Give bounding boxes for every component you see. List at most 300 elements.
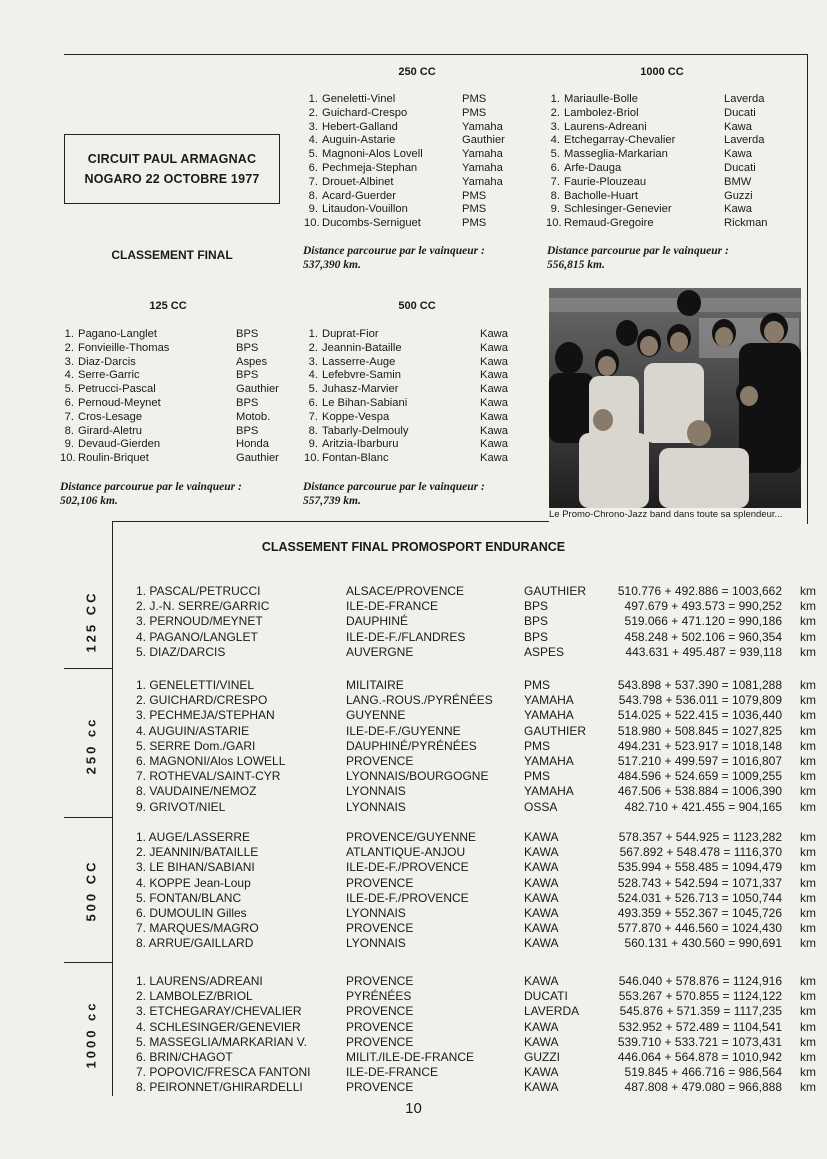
region: PROVENCE bbox=[346, 875, 414, 890]
result-row bbox=[60, 438, 288, 452]
rider-pair: Lasserre-Auge bbox=[322, 355, 396, 368]
unit: km bbox=[800, 860, 816, 875]
distance-calc: 446.064 + 564.878 = 1010,942 bbox=[617, 1049, 782, 1064]
distance-500cc bbox=[303, 481, 485, 508]
distance-value: 502,106 km. bbox=[60, 494, 118, 507]
result-row bbox=[304, 190, 514, 204]
endurance-title: CLASSEMENT FINAL PROMOSPORT ENDURANCE bbox=[261, 540, 566, 554]
rider: 1. GENELETTI/VINEL bbox=[136, 678, 255, 692]
rider-pair: Magnoni-Alos Lovell bbox=[322, 148, 423, 161]
distance-calc: 543.898 + 537.390 = 1081,288 bbox=[617, 678, 782, 692]
rider: 2. LAMBOLEZ/BRIOL bbox=[136, 989, 253, 1004]
region: ILE-DE-F./PROVENCE bbox=[346, 890, 469, 905]
make: GAUTHIER bbox=[524, 584, 587, 598]
unit: km bbox=[800, 1049, 816, 1064]
rider-pair: Pechmeja-Stephan bbox=[322, 161, 418, 174]
rider: 5. FONTAN/BLANC bbox=[136, 890, 242, 905]
endurance-section-rows bbox=[136, 584, 816, 660]
rank: 1. bbox=[64, 328, 74, 340]
results-125cc bbox=[60, 328, 288, 466]
rank: 8. bbox=[64, 424, 74, 437]
band-photo-image bbox=[549, 288, 801, 508]
table-row bbox=[136, 584, 816, 599]
rank: 7. bbox=[308, 410, 318, 423]
region: MILITAIRE bbox=[346, 678, 404, 692]
make: PMS bbox=[462, 203, 487, 216]
make: DUCATI bbox=[524, 989, 568, 1004]
result-row bbox=[304, 397, 514, 411]
distance-calc: 487.808 + 479.080 = 966,888 bbox=[624, 1080, 782, 1095]
make: Kawa bbox=[480, 341, 508, 354]
make: Yamaha bbox=[462, 175, 503, 188]
distance-calc: 553.267 + 570.855 = 1124,122 bbox=[618, 989, 782, 1004]
distance-calc: 443.631 + 495.487 = 939,118 bbox=[625, 644, 782, 659]
make: Kawa bbox=[480, 410, 508, 423]
rider-pair: Auguin-Astarie bbox=[322, 134, 396, 147]
top-rule bbox=[64, 54, 808, 55]
make: Kawa bbox=[480, 424, 508, 437]
make: PMS bbox=[462, 189, 487, 202]
distance-calc: 567.892 + 548.478 = 1116,370 bbox=[619, 845, 782, 860]
distance-calc: 528.743 + 542.594 = 1071,337 bbox=[617, 875, 782, 890]
unit: km bbox=[800, 753, 816, 768]
result-row bbox=[304, 328, 514, 342]
distance-calc: 518.980 + 508.845 = 1027,825 bbox=[617, 723, 782, 738]
section-divider-vertical bbox=[112, 521, 113, 1096]
make: GAUTHIER bbox=[524, 723, 587, 738]
rider-pair: Pernoud-Meynet bbox=[78, 396, 161, 409]
table-row bbox=[136, 614, 816, 629]
rank: 4. bbox=[64, 369, 74, 382]
result-row bbox=[546, 203, 776, 217]
make: KAWA bbox=[524, 921, 559, 936]
rank: 2. bbox=[308, 106, 318, 119]
table-row bbox=[136, 1035, 816, 1050]
rank: 8. bbox=[308, 424, 318, 437]
table-row bbox=[136, 800, 816, 815]
make: Gauthier bbox=[236, 383, 279, 396]
region: PROVENCE bbox=[346, 1080, 414, 1095]
make: Guzzi bbox=[724, 189, 753, 202]
unit: km bbox=[800, 845, 816, 860]
table-row bbox=[136, 754, 816, 769]
make: PMS bbox=[462, 106, 487, 119]
region: PROVENCE bbox=[346, 1034, 414, 1049]
region: ILE-DE-FRANCE bbox=[346, 1065, 439, 1080]
result-row bbox=[304, 217, 514, 231]
section-label: 125 CC bbox=[83, 590, 99, 653]
distance-calc: 517.210 + 499.597 = 1016,807 bbox=[617, 753, 782, 768]
make: BPS bbox=[236, 341, 259, 354]
make: KAWA bbox=[524, 936, 559, 951]
distance-calc: 482.710 + 421.455 = 904,165 bbox=[624, 799, 782, 814]
make: KAWA bbox=[524, 875, 559, 890]
make: LAVERDA bbox=[524, 1004, 580, 1019]
rider-pair: Aritzia-Ibarburu bbox=[322, 438, 399, 451]
region: DAUPHINÉ/PYRÉNÉES bbox=[346, 738, 477, 753]
make: YAMAHA bbox=[524, 693, 574, 708]
rider: 4. KOPPE Jean-Loup bbox=[136, 875, 251, 890]
rank: 5. bbox=[550, 148, 560, 161]
distance-calc: 539.710 + 533.721 = 1073,431 bbox=[617, 1034, 782, 1049]
distance-value: 557,739 km. bbox=[303, 494, 361, 507]
table-row bbox=[136, 974, 816, 989]
rank: 6. bbox=[308, 161, 318, 174]
make: Kawa bbox=[480, 452, 508, 465]
table-row bbox=[136, 724, 816, 739]
make: Yamaha bbox=[462, 148, 503, 161]
table-row bbox=[136, 678, 816, 693]
unit: km bbox=[800, 723, 816, 738]
rider-pair: Lefebvre-Samin bbox=[322, 369, 401, 382]
right-edge-rule bbox=[807, 54, 808, 524]
region: DAUPHINÉ bbox=[346, 614, 409, 629]
make: OSSA bbox=[524, 799, 558, 814]
rider-pair: Arfe-Dauga bbox=[564, 161, 622, 174]
result-row bbox=[304, 411, 514, 425]
rider: 6. DUMOULIN Gilles bbox=[136, 905, 247, 920]
unit: km bbox=[800, 905, 816, 920]
rider-pair: Acard-Guerder bbox=[322, 189, 396, 202]
section-separator bbox=[64, 962, 113, 963]
make: BPS bbox=[236, 424, 259, 437]
make: Motob. bbox=[236, 410, 271, 423]
make: BMW bbox=[724, 175, 752, 188]
table-row bbox=[136, 708, 816, 723]
rider-pair: Diaz-Darcis bbox=[78, 355, 136, 368]
rank: 9. bbox=[308, 203, 318, 216]
result-row bbox=[304, 121, 514, 135]
table-row bbox=[136, 936, 816, 951]
table-row bbox=[136, 845, 816, 860]
rider-pair: Duprat-Fior bbox=[322, 328, 379, 340]
rider-pair: Geneletti-Vinel bbox=[322, 93, 396, 105]
rider: 5. MASSEGLIA/MARKARIAN V. bbox=[136, 1034, 307, 1049]
endurance-section-rows bbox=[136, 678, 816, 815]
table-row bbox=[136, 1004, 816, 1019]
unit: km bbox=[800, 936, 816, 951]
result-row bbox=[304, 356, 514, 370]
result-row bbox=[546, 134, 776, 148]
result-row bbox=[546, 121, 776, 135]
region: ALSACE/PROVENCE bbox=[346, 584, 465, 598]
rider: 3. PERNOUD/MEYNET bbox=[136, 614, 263, 629]
make: KAWA bbox=[524, 845, 559, 860]
rider: 7. ROTHEVAL/SAINT-CYR bbox=[136, 769, 281, 784]
rider-pair: Fonvieille-Thomas bbox=[78, 341, 170, 354]
make: KAWA bbox=[524, 830, 559, 844]
rider-pair: Faurie-Plouzeau bbox=[564, 175, 647, 188]
make: Yamaha bbox=[462, 161, 503, 174]
unit: km bbox=[800, 769, 816, 784]
table-row bbox=[136, 876, 816, 891]
rank: 6. bbox=[550, 161, 560, 174]
distance-calc: 494.231 + 523.917 = 1018,148 bbox=[617, 738, 782, 753]
region: PROVENCE bbox=[346, 921, 414, 936]
table-row bbox=[136, 1065, 816, 1080]
result-row bbox=[304, 438, 514, 452]
distance-label: Distance parcourue par le vainqueur : bbox=[60, 481, 242, 493]
distance-calc: 535.994 + 558.485 = 1094,479 bbox=[617, 860, 782, 875]
result-row bbox=[304, 93, 514, 107]
region: PROVENCE bbox=[346, 753, 414, 768]
circuit-title-box bbox=[64, 134, 280, 204]
caption-rule bbox=[112, 521, 549, 522]
rider-pair: Remaud-Gregoire bbox=[564, 217, 654, 230]
rank: 6. bbox=[64, 396, 74, 409]
make: Laverda bbox=[724, 134, 765, 147]
region: LANG.-ROUS./PYRÉNÉES bbox=[346, 693, 493, 708]
rider-pair: Lambolez-Briol bbox=[564, 106, 639, 119]
rank: 3. bbox=[64, 355, 74, 368]
make: KAWA bbox=[524, 890, 559, 905]
make: Kawa bbox=[480, 438, 508, 451]
results-500cc bbox=[304, 328, 514, 466]
rider: 2. J.-N. SERRE/GARRIC bbox=[136, 599, 270, 614]
distance-calc: 532.952 + 572.489 = 1104,541 bbox=[618, 1019, 782, 1034]
result-row bbox=[60, 356, 288, 370]
region: ILE-DE-F./PROVENCE bbox=[346, 860, 469, 875]
distance-calc: 514.025 + 522.415 = 1036,440 bbox=[617, 708, 782, 723]
rank: 5. bbox=[308, 383, 318, 396]
result-row bbox=[60, 452, 288, 466]
rider-pair: Tabarly-Delmouly bbox=[322, 424, 409, 437]
rank: 1. bbox=[308, 328, 318, 340]
result-row bbox=[60, 369, 288, 383]
rider: 8. ARRUE/GAILLARD bbox=[136, 936, 254, 951]
rider: 2. JEANNIN/BATAILLE bbox=[136, 845, 259, 860]
rider: 6. BRIN/CHAGOT bbox=[136, 1049, 233, 1064]
region: LYONNAIS bbox=[346, 905, 406, 920]
rank: 3. bbox=[308, 355, 318, 368]
table-row bbox=[136, 830, 816, 845]
rank: 8. bbox=[308, 189, 318, 202]
rider-pair: Fontan-Blanc bbox=[322, 452, 389, 465]
make: KAWA bbox=[524, 1065, 559, 1080]
rank: 7. bbox=[64, 410, 74, 423]
rider-pair: Bacholle-Huart bbox=[564, 189, 638, 202]
result-row bbox=[546, 190, 776, 204]
rank: 1. bbox=[308, 93, 318, 105]
result-row bbox=[304, 425, 514, 439]
rank: 9. bbox=[550, 203, 560, 216]
region: ATLANTIQUE-ANJOU bbox=[346, 845, 466, 860]
rank: 4. bbox=[550, 134, 560, 147]
region: ILE-DE-F./GUYENNE bbox=[346, 723, 461, 738]
results-1000cc bbox=[546, 93, 776, 231]
result-row bbox=[546, 148, 776, 162]
make: Ducati bbox=[724, 106, 756, 119]
rider-pair: Le Bihan-Sabiani bbox=[322, 396, 408, 409]
rider-pair: Drouet-Albinet bbox=[322, 175, 394, 188]
heading-250cc: 250 CC bbox=[398, 66, 436, 78]
make: Kawa bbox=[480, 396, 508, 409]
rank: 5. bbox=[64, 383, 74, 396]
table-row bbox=[136, 989, 816, 1004]
unit: km bbox=[800, 629, 816, 644]
distance-250cc bbox=[303, 245, 485, 272]
distance-calc: 519.066 + 471.120 = 990,186 bbox=[624, 614, 782, 629]
make: PMS bbox=[524, 769, 551, 784]
region: PROVENCE bbox=[346, 974, 414, 988]
unit: km bbox=[800, 989, 816, 1004]
make: BPS bbox=[524, 629, 549, 644]
section-separator bbox=[64, 817, 113, 818]
rider-pair: Guichard-Crespo bbox=[322, 106, 408, 119]
rider: 1. LAURENS/ADREANI bbox=[136, 974, 263, 988]
table-row bbox=[136, 1020, 816, 1035]
make: KAWA bbox=[524, 860, 559, 875]
region: AUVERGNE bbox=[346, 644, 414, 659]
rider-pair: Masseglia-Markarian bbox=[564, 148, 668, 161]
unit: km bbox=[800, 644, 816, 659]
results-250cc bbox=[304, 93, 514, 231]
table-row bbox=[136, 891, 816, 906]
rank: 10. bbox=[304, 452, 320, 465]
unit: km bbox=[800, 921, 816, 936]
rider: 8. VAUDAINE/NEMOZ bbox=[136, 784, 257, 799]
rider-pair: Etchegarray-Chevalier bbox=[564, 134, 676, 147]
region: PROVENCE bbox=[346, 1019, 414, 1034]
unit: km bbox=[800, 708, 816, 723]
region: LYONNAIS/BOURGOGNE bbox=[346, 769, 489, 784]
make: Kawa bbox=[480, 328, 508, 340]
make: Gauthier bbox=[236, 452, 279, 465]
distance-label: Distance parcourue par le vainqueur : bbox=[303, 481, 485, 493]
make: Gauthier bbox=[462, 134, 505, 147]
rank: 5. bbox=[308, 148, 318, 161]
result-row bbox=[304, 176, 514, 190]
rider-pair: Litaudon-Vouillon bbox=[322, 203, 408, 216]
make: Kawa bbox=[480, 369, 508, 382]
make: KAWA bbox=[524, 1080, 559, 1095]
table-row bbox=[136, 693, 816, 708]
make: KAWA bbox=[524, 905, 559, 920]
photo-caption: Le Promo-Chrono-Jazz band dans toute sa splendeur... bbox=[549, 509, 783, 520]
make: BPS bbox=[236, 328, 259, 340]
unit: km bbox=[800, 799, 816, 814]
unit: km bbox=[800, 584, 816, 598]
region: ILE-DE-F./FLANDRES bbox=[346, 629, 466, 644]
distance-1000cc bbox=[547, 245, 729, 272]
result-row bbox=[60, 383, 288, 397]
rider: 1. PASCAL/PETRUCCI bbox=[136, 584, 261, 598]
rider-pair: Mariaulle-Bolle bbox=[564, 93, 638, 105]
make: BPS bbox=[236, 369, 259, 382]
unit: km bbox=[800, 693, 816, 708]
rank: 3. bbox=[550, 120, 560, 133]
distance-calc: 543.798 + 536.011 = 1079,809 bbox=[618, 693, 782, 708]
result-row bbox=[546, 176, 776, 190]
table-row bbox=[136, 860, 816, 875]
rider-pair: Cros-Lesage bbox=[78, 410, 143, 423]
rider: 3. ETCHEGARAY/CHEVALIER bbox=[136, 1004, 302, 1019]
rank: 1. bbox=[550, 93, 560, 105]
rank: 9. bbox=[64, 438, 74, 451]
rank: 7. bbox=[550, 175, 560, 188]
result-row bbox=[304, 342, 514, 356]
unit: km bbox=[800, 830, 816, 844]
rider-pair: Koppe-Vespa bbox=[322, 410, 390, 423]
result-row bbox=[60, 425, 288, 439]
make: Kawa bbox=[724, 120, 752, 133]
make: Rickman bbox=[724, 217, 768, 230]
result-row bbox=[304, 452, 514, 466]
rider-pair: Roulin-Briquet bbox=[78, 452, 149, 465]
unit: km bbox=[800, 599, 816, 614]
unit: km bbox=[800, 1034, 816, 1049]
rank: 8. bbox=[550, 189, 560, 202]
region: LYONNAIS bbox=[346, 936, 406, 951]
distance-calc: 546.040 + 578.876 = 1124,916 bbox=[618, 974, 782, 988]
result-row bbox=[304, 383, 514, 397]
rider: 4. SCHLESINGER/GENEVIER bbox=[136, 1019, 301, 1034]
region: MILIT./ILE-DE-FRANCE bbox=[346, 1049, 475, 1064]
distance-value: 556,815 km. bbox=[547, 258, 605, 271]
unit: km bbox=[800, 1004, 816, 1019]
table-row bbox=[136, 739, 816, 754]
rank: 2. bbox=[64, 341, 74, 354]
rider-pair: Jeannin-Bataille bbox=[322, 341, 402, 354]
rank: 7. bbox=[308, 175, 318, 188]
region: PYRÉNÉES bbox=[346, 989, 412, 1004]
rank: 4. bbox=[308, 134, 318, 147]
rank: 10. bbox=[546, 217, 562, 230]
table-row bbox=[136, 630, 816, 645]
make: PMS bbox=[462, 93, 487, 105]
make: KAWA bbox=[524, 1034, 559, 1049]
unit: km bbox=[800, 614, 816, 629]
distance-calc: 467.506 + 538.884 = 1006,390 bbox=[617, 784, 782, 799]
result-row bbox=[546, 217, 776, 231]
region: PROVENCE/GUYENNE bbox=[346, 830, 477, 844]
rider: 3. PECHMEJA/STEPHAN bbox=[136, 708, 275, 723]
page-number: 10 bbox=[405, 1100, 422, 1117]
rank: 3. bbox=[308, 120, 318, 133]
rank: 2. bbox=[308, 341, 318, 354]
unit: km bbox=[800, 738, 816, 753]
make: Laverda bbox=[724, 93, 765, 105]
unit: km bbox=[800, 784, 816, 799]
rider: 4. PAGANO/LANGLET bbox=[136, 629, 258, 644]
classement-final-heading: CLASSEMENT FINAL bbox=[111, 248, 233, 262]
region: GUYENNE bbox=[346, 708, 406, 723]
heading-500cc: 500 CC bbox=[398, 300, 436, 312]
region: PROVENCE bbox=[346, 1004, 414, 1019]
rank: 10. bbox=[304, 217, 320, 230]
region: LYONNAIS bbox=[346, 799, 406, 814]
circuit-date: NOGARO 22 OCTOBRE 1977 bbox=[84, 172, 260, 186]
result-row bbox=[60, 342, 288, 356]
rider: 7. POPOVIC/FRESCA FANTONI bbox=[136, 1065, 311, 1080]
rider-pair: Juhasz-Marvier bbox=[322, 383, 399, 396]
unit: km bbox=[800, 678, 816, 692]
rider: 9. GRIVOT/NIEL bbox=[136, 799, 226, 814]
make: YAMAHA bbox=[524, 708, 574, 723]
result-row bbox=[60, 397, 288, 411]
endurance-section-rows bbox=[136, 830, 816, 952]
make: GUZZI bbox=[524, 1049, 560, 1064]
result-row bbox=[60, 411, 288, 425]
make: KAWA bbox=[524, 974, 559, 988]
result-row bbox=[546, 107, 776, 121]
make: ASPES bbox=[524, 644, 565, 659]
result-row bbox=[546, 162, 776, 176]
rider: 7. MARQUES/MAGRO bbox=[136, 921, 259, 936]
rider-pair: Petrucci-Pascal bbox=[78, 383, 156, 396]
result-row bbox=[60, 328, 288, 342]
table-row bbox=[136, 1050, 816, 1065]
